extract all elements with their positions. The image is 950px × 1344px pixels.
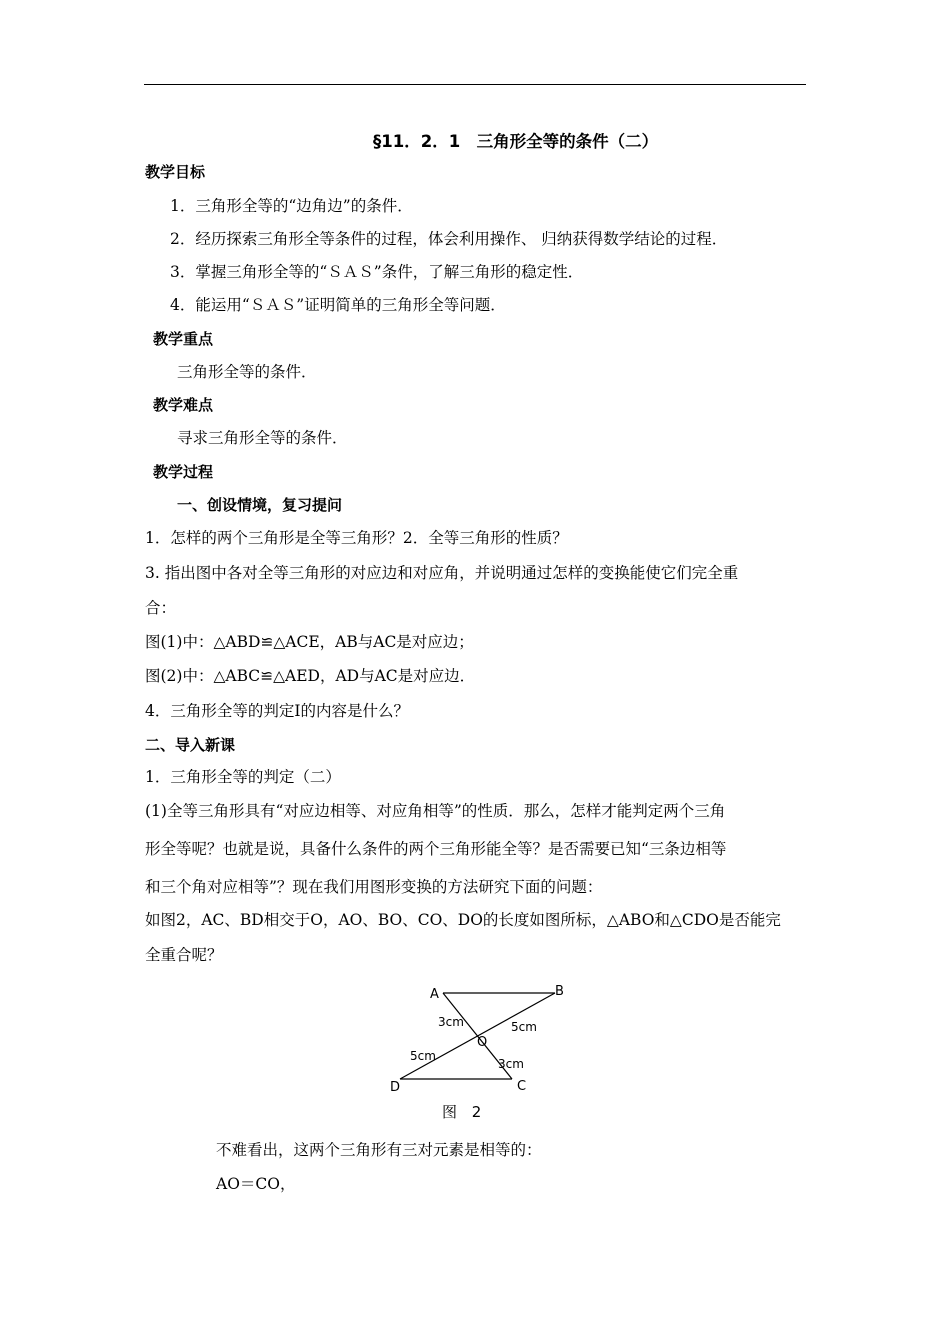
after-line: AO＝CO，: [216, 1175, 296, 1193]
label-bo: 5cm: [511, 1020, 537, 1034]
figure-caption: 图 2: [442, 1103, 487, 1121]
part1-line: 合：: [145, 599, 177, 617]
part2-line: 和三个角对应相等”？现在我们用图形变换的方法研究下面的问题：: [145, 878, 603, 896]
label-co: 3cm: [498, 1057, 524, 1071]
key-text: 三角形全等的条件．: [177, 363, 317, 381]
label-do: 5cm: [410, 1049, 436, 1063]
point-o-label: O: [477, 1035, 488, 1050]
process-heading: 教学过程: [153, 463, 214, 481]
goal-item: 3．掌握三角形全等的“ＳＡＳ”条件，了解三角形的稳定性．: [170, 263, 584, 281]
part2-line: 全重合呢？: [145, 946, 223, 964]
part1-line: 4．三角形全等的判定Ⅰ的内容是什么？: [145, 702, 409, 720]
part1-line: 图(2)中：△ABC≌△AED，AD与AC是对应边．: [145, 667, 476, 685]
label-ao: 3cm: [438, 1015, 464, 1029]
difficulty-heading: 教学难点: [153, 396, 214, 414]
point-a-label: A: [430, 987, 439, 1002]
part1-line: 1．怎样的两个三角形是全等三角形？2．全等三角形的性质？: [145, 529, 568, 547]
point-c-label: C: [517, 1079, 527, 1094]
part1-line: 图(1)中：△ABD≌△ACE，AB与AC是对应边；: [145, 633, 474, 651]
key-heading: 教学重点: [153, 330, 214, 348]
after-line: 不难看出，这两个三角形有三对元素是相等的：: [216, 1141, 542, 1159]
page-title: §11．2．1 三角形全等的条件（二）: [373, 132, 659, 151]
point-b-label: B: [555, 984, 564, 999]
difficulty-text: 寻求三角形全等的条件．: [177, 429, 348, 447]
goal-item: 2．经历探索三角形全等条件的过程，体会利用操作、 归纳获得数学结论的过程．: [170, 230, 728, 248]
point-d-label: D: [390, 1080, 401, 1095]
part2-line: 形全等呢？也就是说，具备什么条件的两个三角形能全等？是否需要已知“三条边相等: [145, 840, 727, 858]
goal-item: 1．三角形全等的“边角边”的条件．: [170, 197, 413, 215]
goal-item: 4．能运用“ＳＡＳ”证明简单的三角形全等问题．: [170, 296, 506, 314]
part1-line: 3. 指出图中各对全等三角形的对应边和对应角，并说明通过怎样的变换能使它们完全重: [145, 564, 739, 582]
part2-line: 1．三角形全等的判定（二）: [145, 768, 341, 786]
part2-line: 如图2，AC、BD相交于O，AO、BO、CO、DO的长度如图所标，△ABO和△CDO是否能完: [145, 911, 781, 929]
part2-heading: 二、导入新课: [145, 736, 236, 754]
part2-line: (1)全等三角形具有“对应边相等、对应角相等”的性质．那么，怎样才能判定两个三角: [145, 802, 726, 820]
part1-heading: 一、创设情境，复习提问: [177, 496, 343, 514]
goals-heading: 教学目标: [145, 163, 206, 181]
header-rule: [144, 84, 806, 85]
